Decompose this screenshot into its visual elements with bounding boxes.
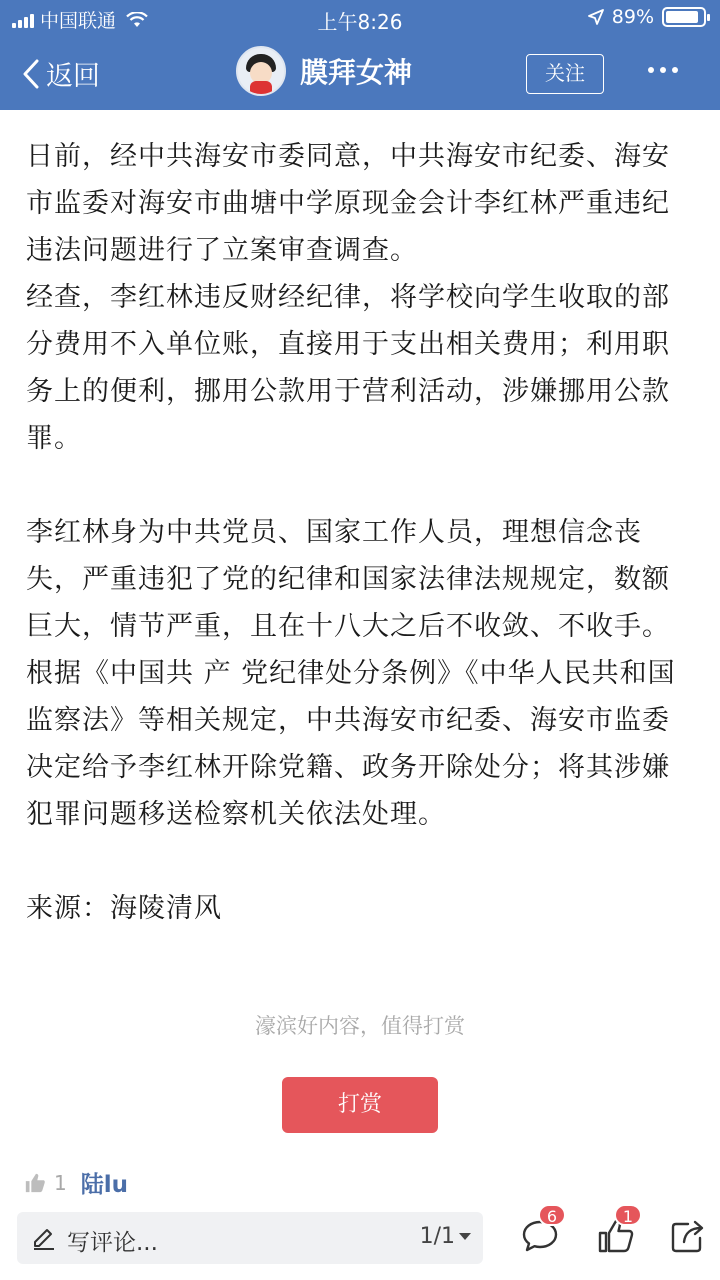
- article-paragraph: 经查，李红林违反财经纪律，将学校向学生收取的部分费用不入单位账，直接用于支出相关费用；利用职务上的便利，挪用公款用于营利活动，涉嫌挪用公款罪。: [26, 282, 670, 454]
- share-icon: [668, 1216, 708, 1256]
- share-button[interactable]: [668, 1216, 712, 1260]
- page-indicator[interactable]: [420, 1224, 471, 1249]
- liker-name[interactable]: 陆lu: [80, 1172, 128, 1198]
- thumbs-up-icon: [24, 1172, 46, 1194]
- back-button[interactable]: [22, 54, 100, 93]
- article-body: [26, 133, 696, 932]
- reward-hint: 濠滨好内容，值得打赏: [255, 1014, 465, 1038]
- like-button[interactable]: [596, 1207, 640, 1260]
- status-right: [588, 6, 706, 28]
- battery-icon: [662, 7, 706, 27]
- comment-count-badge: 6: [538, 1204, 566, 1226]
- follow-button[interactable]: 关注: [526, 54, 604, 94]
- chevron-left-icon: [22, 59, 40, 89]
- status-time: 上午8:26: [317, 10, 403, 34]
- carrier-label: 中国联通: [40, 10, 117, 32]
- nav-bar: [0, 40, 720, 108]
- page-indicator-label: 1/1: [419, 1224, 455, 1249]
- status-bar: [0, 0, 720, 36]
- like-count: 1: [54, 1170, 67, 1195]
- like-count-badge: 1: [614, 1204, 642, 1226]
- comment-button[interactable]: [520, 1207, 564, 1260]
- article-source: 来源：海陵清风: [26, 893, 222, 924]
- page-title: 膜拜女神: [300, 56, 413, 89]
- battery-percent: 89%: [611, 6, 654, 28]
- location-arrow-icon: [588, 9, 604, 25]
- article-paragraph: 日前，经中共海安市委同意，中共海安市纪委、海安市监委对海安市曲塘中学原现金会计李红林严重违纪违法问题进行了立案审查调查。: [26, 141, 670, 266]
- bottom-bar: [0, 1206, 720, 1280]
- battery-fill: [666, 11, 698, 23]
- avatar[interactable]: [236, 46, 286, 96]
- article-paragraph: 李红林身为中共党员、国家工作人员，理想信念丧失，严重违犯了党的纪律和国家法律法规规定，数额巨大，情节严重，且在十八大之后不收敛、不收手。根据《中国共 产 党纪律处分条例》《中华人民共和国监察法》等相关规定，中共海安市纪委、海安市监委决定给予李红林开除党籍、政务开除处分；将其涉嫌犯罪问题移送检察机关依法处理。: [26, 517, 676, 830]
- top-bar: [0, 0, 720, 110]
- more-options-icon[interactable]: [648, 50, 678, 90]
- comment-input[interactable]: [17, 1212, 483, 1264]
- caret-down-icon: [459, 1233, 471, 1241]
- author-header[interactable]: [236, 46, 412, 96]
- reward-button[interactable]: 打赏: [282, 1077, 438, 1133]
- comment-placeholder: 写评论...: [67, 1230, 158, 1256]
- pen-icon: [31, 1224, 57, 1250]
- likes-row: [24, 1166, 128, 1199]
- back-label: 返回: [46, 61, 100, 92]
